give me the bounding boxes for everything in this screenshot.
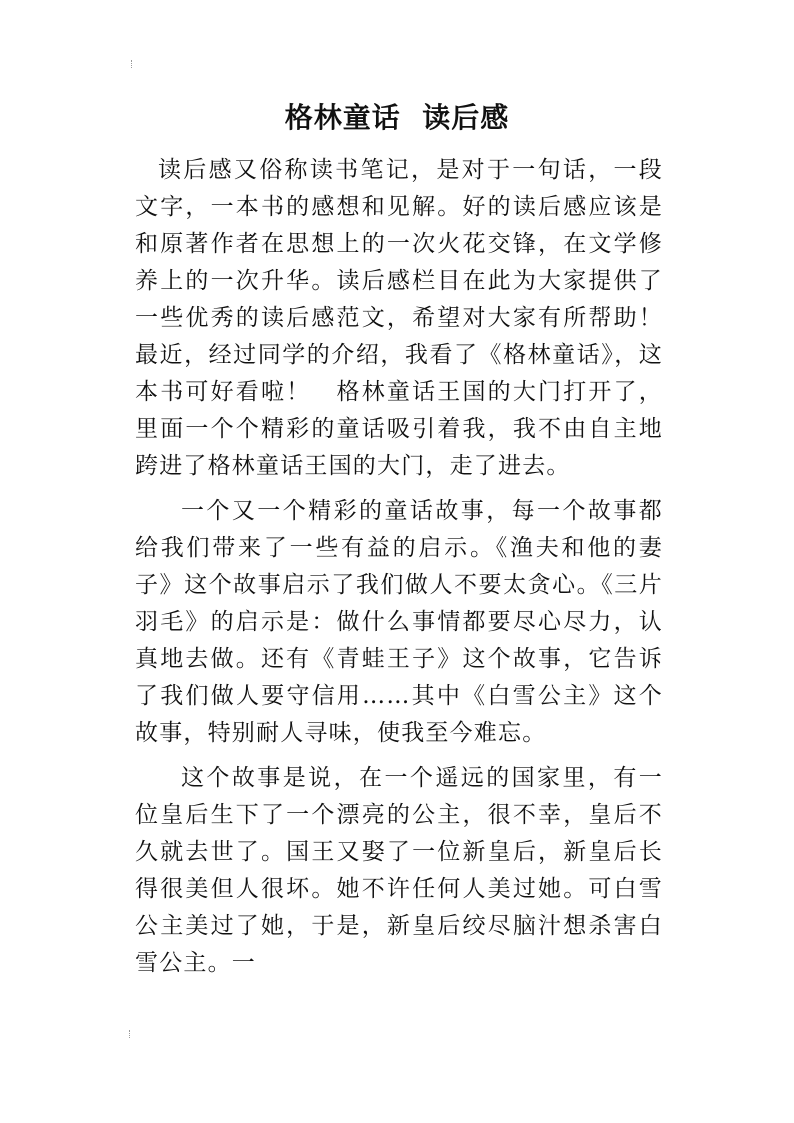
crop-mark-top xyxy=(131,60,138,68)
paragraph-stories: 一个又一个精彩的童话故事，每一个故事都给我们带来了一些有益的启示。《渔夫和他的妻子》这个故事启示了我们做人不要太贪心。《三片羽毛》的启示是：做什么事情都要尽心尽力，认真地去做。还有《青蛙王子》这个故事，它告诉了我们做人要守信用……其中《白雪公主》这个故事，特别耐人寻味，使我至今难忘。 xyxy=(135,498,663,746)
crop-mark-bottom xyxy=(129,1030,136,1038)
paragraph-snow-white: 这个故事是说，在一个遥远的国家里，有一位皇后生下了一个漂亮的公主，很不幸，皇后不久就去世了。国王又娶了一位新皇后，新皇后长得很美但人很坏。她不许任何人美过她。可白雪公主美过了她，于是，新皇后绞尽脑汁想杀害白雪公主。一 xyxy=(135,765,663,976)
paragraph-intro: 读后感又俗称读书笔记，是对于一句话，一段文字，一本书的感想和见解。好的读后感应该是和原著作者在思想上的一次火花交锋，在文学修养上的一次升华。读后感栏目在此为大家提供了一些优秀的读后感范文，希望对大家有所帮助！ 最近，经过同学的介绍，我看了《格林童话》，这本书可好看啦！ 格林童话王国的大门打开了，里面一个个精彩的童话吸引着我，我不由自主地跨进了格林童话王国的大门，走了进去。 xyxy=(135,157,712,479)
document-title: 格林童话 读后感 xyxy=(284,101,510,134)
document-body xyxy=(135,152,712,990)
